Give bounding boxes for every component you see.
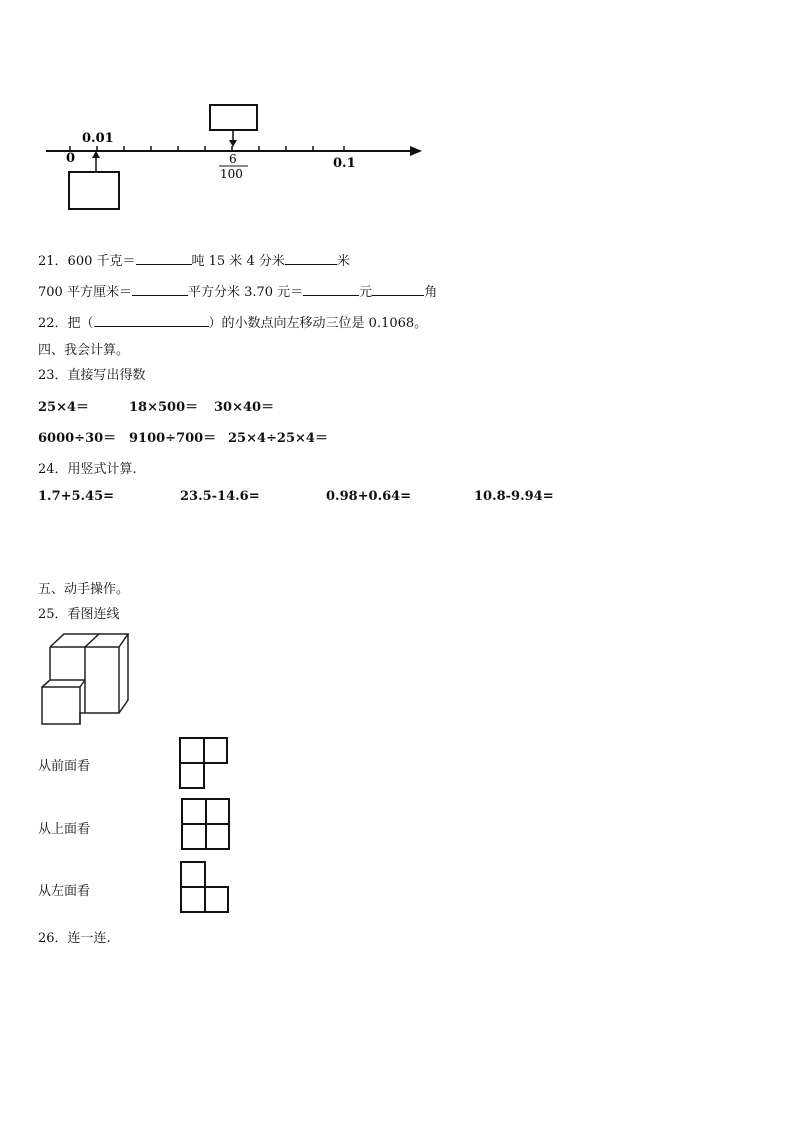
q23-r2-c1: 6000÷30＝ xyxy=(38,431,117,446)
q21-line1-c: 米 xyxy=(336,254,350,269)
fraction-denominator: 100 xyxy=(220,167,243,181)
q21-line2-d: 角 xyxy=(424,285,438,300)
section5-heading: 五、动手操作。 xyxy=(38,582,130,597)
view-left-grid xyxy=(181,862,228,912)
view-front-grid xyxy=(180,738,227,788)
q21-line2-a: 700 平方厘米＝ xyxy=(38,285,132,300)
section4-heading: 四、我会计算。 xyxy=(38,343,130,358)
q21-line1-a: 21．600 千克＝ xyxy=(38,254,136,269)
q25-title: 25．看图连线 xyxy=(38,607,120,622)
view-label-top: 从上面看 xyxy=(38,822,91,837)
label-01: 0.1 xyxy=(333,156,356,171)
q23-title: 23．直接写出得数 xyxy=(38,368,146,383)
fraction-numerator: 6 xyxy=(229,152,237,166)
q26-title: 26．连一连. xyxy=(38,931,111,946)
view-top-grid xyxy=(182,799,229,849)
q23-r1-c1: 25×4＝ xyxy=(38,400,90,415)
view-label-left: 从左面看 xyxy=(38,884,91,899)
q22-a: 22．把（ xyxy=(38,316,94,331)
q24-item-2: 23.5-14.6= xyxy=(180,489,260,504)
q24-item-3: 0.98+0.64= xyxy=(326,489,412,504)
q23-r1-c3: 30×40＝ xyxy=(214,400,275,415)
q21-line2-b: 平方分米 3.70 元＝ xyxy=(187,285,304,300)
q24-item-1: 1.7+5.45= xyxy=(38,489,115,504)
label-zero: 0 xyxy=(66,151,76,166)
label-001: 0.01 xyxy=(82,131,114,146)
q23-r1-c2: 18×500＝ xyxy=(129,400,199,415)
q21-line1-b: 吨 15 米 4 分米 xyxy=(191,254,285,269)
q24-title: 24．用竖式计算. xyxy=(38,462,137,477)
q23-r2-c2: 9100÷700＝ xyxy=(129,431,217,446)
q21-line2-c: 元 xyxy=(359,285,373,300)
q24-item-4: 10.8-9.94= xyxy=(474,489,554,504)
q23-r2-c3: 25×4÷25×4＝ xyxy=(228,431,328,446)
view-label-front: 从前面看 xyxy=(38,759,91,774)
q22-b: ）的小数点向左移动三位是 0.1068。 xyxy=(208,316,428,331)
